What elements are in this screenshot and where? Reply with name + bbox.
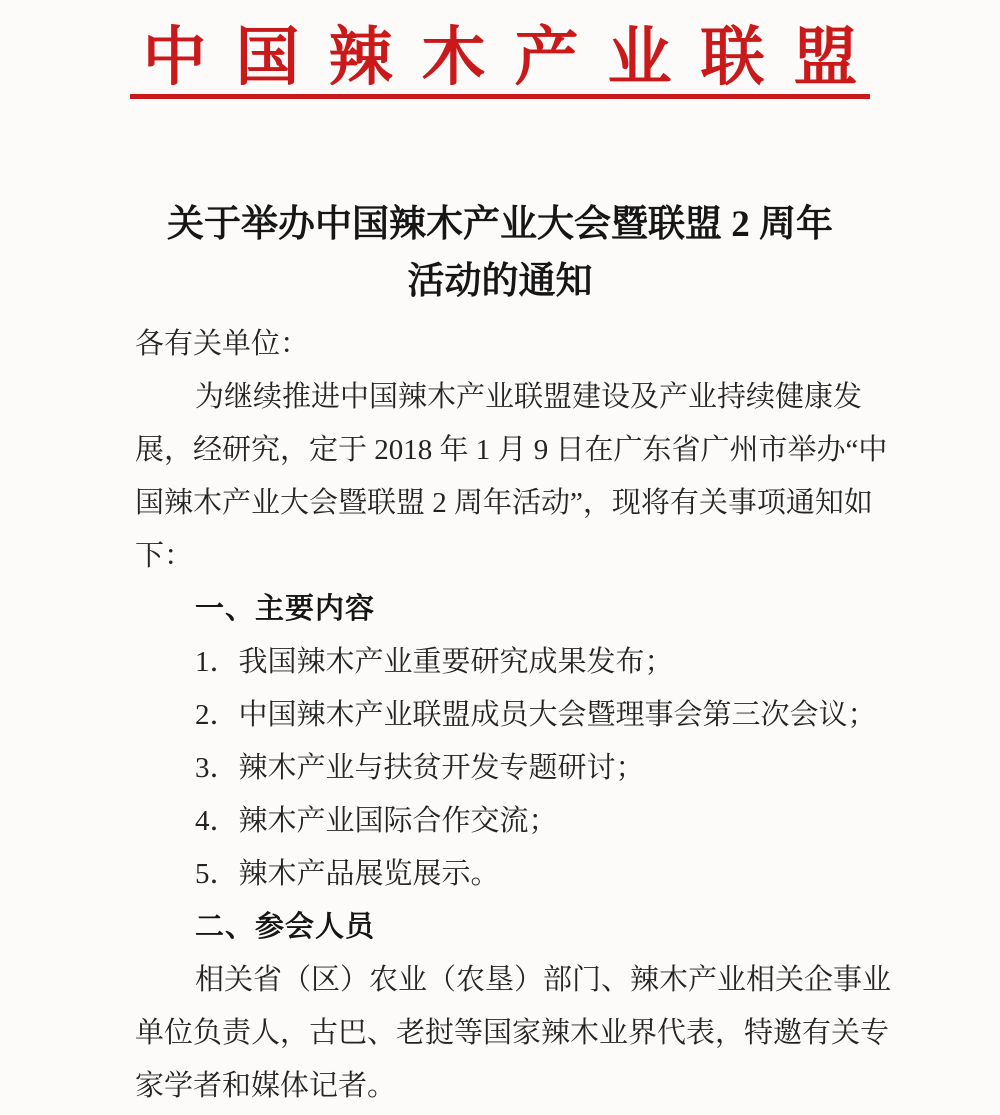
- list-item-3: 3．辣木产业与扶贫开发专题研讨；: [195, 752, 645, 784]
- list-item-1: 1．我国辣木产业重要研究成果发布；: [195, 646, 674, 678]
- section-heading-participants: 二、参会人员: [195, 911, 376, 943]
- intro-line-2: 展，经研究，定于 2018 年 1 月 9 日在广东省广州市举办“中: [135, 434, 888, 466]
- list-item-4: 4．辣木产业国际合作交流；: [195, 805, 558, 837]
- document-title: [0, 196, 1000, 310]
- participants-line-2: 单位负责人，古巴、老挝等国家辣木业界代表，特邀有关专: [135, 1017, 890, 1049]
- document-title-line-1: 关于举办中国辣木产业大会暨联盟 2 周年: [167, 204, 833, 245]
- participants-line-1: 相关省（区）农业（农垦）部门、辣木产业相关企事业: [195, 964, 892, 996]
- intro-line-3: 国辣木产业大会暨联盟 2 周年活动”，现将有关事项通知如: [135, 487, 873, 519]
- letterhead-divider: [130, 94, 870, 99]
- intro-line-4: 下：: [135, 540, 194, 572]
- list-item-2: 2．中国辣木产业联盟成员大会暨理事会第三次会议；: [195, 699, 877, 731]
- document-title-line-2: 活动的通知: [407, 261, 593, 302]
- document-body: [135, 318, 892, 1113]
- salutation-line: 各有关单位：: [135, 328, 310, 360]
- section-heading-main-content: 一、主要内容: [195, 593, 376, 625]
- participants-line-3: 家学者和媒体记者。: [135, 1070, 397, 1102]
- intro-line-1: 为继续推进中国辣木产业联盟建设及产业持续健康发: [195, 381, 863, 413]
- org-name: 中国辣木产业联盟: [142, 22, 887, 93]
- list-item-5: 5．辣木产品展览展示。: [195, 858, 500, 890]
